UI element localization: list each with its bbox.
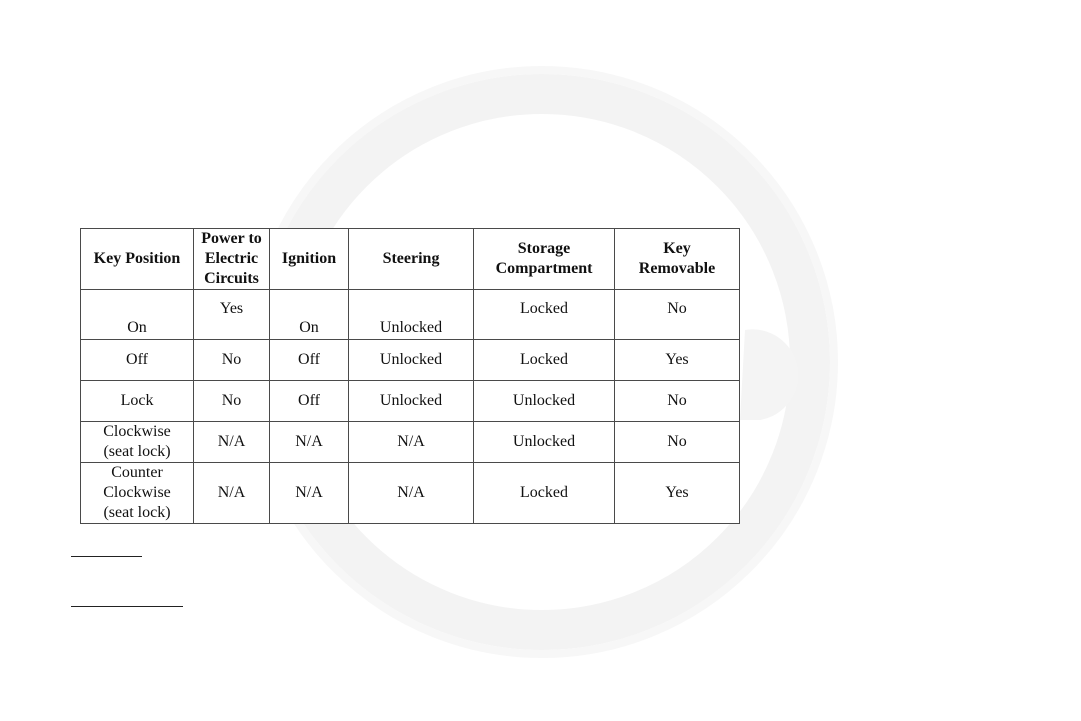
- cell-key-removable: No: [615, 290, 740, 340]
- cell-key-position: Off: [81, 340, 194, 381]
- table-row: [81, 290, 740, 340]
- cell-storage: Locked: [474, 463, 615, 524]
- cell-power: No: [194, 381, 270, 422]
- cell-storage: Locked: [474, 290, 615, 340]
- key-position-table: [80, 228, 740, 524]
- table-row: [81, 463, 740, 524]
- header-ignition: Ignition: [270, 229, 349, 290]
- cell-ignition: N/A: [270, 422, 349, 463]
- header-key-removable: Key Removable: [615, 229, 740, 290]
- cell-key-removable: Yes: [615, 463, 740, 524]
- table-row: [81, 340, 740, 381]
- cell-ignition: N/A: [270, 463, 349, 524]
- cell-key-position: On: [81, 290, 194, 340]
- cell-key-position: Lock: [81, 381, 194, 422]
- table-row: [81, 422, 740, 463]
- header-storage-compartment: Storage Compartment: [474, 229, 615, 290]
- cell-power: No: [194, 340, 270, 381]
- table-header-row: [81, 229, 740, 290]
- cell-key-removable: Yes: [615, 340, 740, 381]
- underline-rule-long: [71, 606, 183, 607]
- cell-key-position: Counter Clockwise (seat lock): [81, 463, 194, 524]
- cell-steering: N/A: [349, 463, 474, 524]
- cell-key-removable: No: [615, 381, 740, 422]
- cell-steering: Unlocked: [349, 340, 474, 381]
- underline-rule-short: [71, 556, 142, 557]
- cell-ignition: Off: [270, 381, 349, 422]
- cell-power: N/A: [194, 422, 270, 463]
- cell-power: N/A: [194, 463, 270, 524]
- cell-steering: Unlocked: [349, 290, 474, 340]
- cell-ignition: Off: [270, 340, 349, 381]
- cell-key-position: Clockwise (seat lock): [81, 422, 194, 463]
- header-steering: Steering: [349, 229, 474, 290]
- cell-steering: N/A: [349, 422, 474, 463]
- cell-ignition: On: [270, 290, 349, 340]
- header-power-to-electric-circuits: Power to Electric Circuits: [194, 229, 270, 290]
- cell-storage: Locked: [474, 340, 615, 381]
- cell-steering: Unlocked: [349, 381, 474, 422]
- header-key-position: Key Position: [81, 229, 194, 290]
- cell-storage: Unlocked: [474, 381, 615, 422]
- cell-storage: Unlocked: [474, 422, 615, 463]
- table-row: [81, 381, 740, 422]
- cell-key-removable: No: [615, 422, 740, 463]
- cell-power: Yes: [194, 290, 270, 340]
